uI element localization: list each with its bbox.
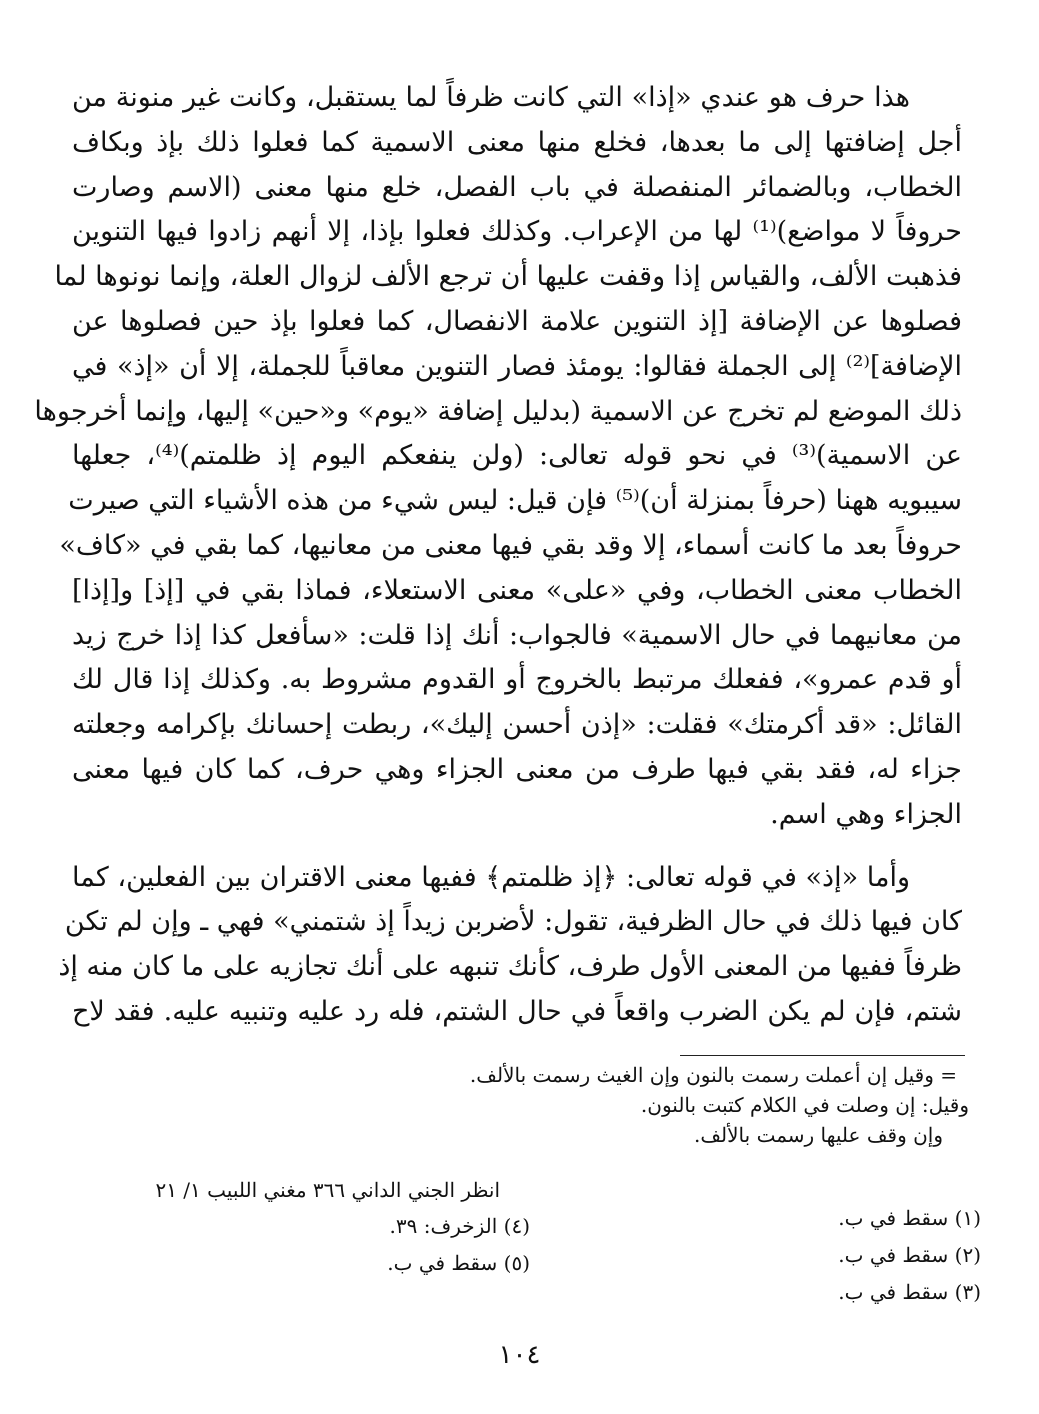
footnote-item: (٤) الزخرف: ٣٩. [389,1214,530,1238]
main-text [34,76,962,1035]
footnote-item: (٥) سقط في ب. [387,1251,530,1275]
footnote-line: وقيل: إن وصلت في الكلام كتبت بالنون. [640,1093,969,1117]
paragraph-1 [34,76,962,838]
page-number: ١٠٤ [498,1340,541,1370]
footnotes-left-column [330,1208,530,1282]
footnote-item: (٢) سقط في ب. [838,1243,981,1267]
text-line: من معانيهما في حال الاسمية» فالجواب: أنك إذا قلت: «سأفعل كذا إذا خرج زيد [72,619,962,651]
text-line: ذلك الموضع لم تخرج عن الاسمية (بدليل إضافة «يوم» و«حين» إليها، وإنما أخرجوها [34,395,962,427]
footnotes-continued [69,1060,969,1150]
text-line: القائل: «قد أكرمتك» فقلت: «إذن أحسن إليك»، ربطت إحسانك بإكرامه وجعلته [72,709,962,741]
text-line: الجزاء وهي اسم. [770,798,962,830]
text-line: شتم، فإن لم يكن الضرب واقعاً في حال الشتم، فله رد عليه وتنبيه عليه. فقد لاح [72,995,962,1027]
text-line: فصلوها عن الإضافة [إذ التنوين علامة الانفصال، كما فعلوا بإذ حين فصلوها عن [72,305,962,337]
text-line: حروفاً بعد ما كانت أسماء، إلا وقد بقي فيها معنى من معانيها، كما بقي في «كاف» [59,529,962,561]
text-line: أجل إضافتها إلى ما بعدها، فخلع منها معنى الاسمية كما فعلوا ذلك بإذ وبكاف [72,126,962,158]
text-line: جزاء له، فقد بقي فيها طرف من معنى الجزاء وهي حرف، كما كان فيها معنى [72,753,962,785]
text-line: الإضافة]⁽²⁾ إلى الجملة فقالوا: يومئذ فصار التنوين معاقباً للجملة، إلا أن «إذ» في [72,350,962,382]
paragraph-2 [58,856,962,1035]
footnote-line: وإن وقف عليها رسمت بالألف. [694,1123,943,1147]
text-line: حروفاً لا مواضع)⁽¹⁾ لها من الإعراب. وكذلك فعلوا بإذا، إلا أنهم زادوا فيها التنوين [72,216,962,248]
text-line: أو قدم عمرو»، ففعلك مرتبط بالخروج أو القدوم مشروط به. وكذلك إذا قال لك [72,664,962,696]
footnote-item: (١) سقط في ب. [838,1206,981,1230]
text-line: الخطاب، وبالضمائر المنفصلة في باب الفصل، خلع منها معنى (الاسم وصارت [72,171,962,203]
text-line: ظرفاً ففيها من المعنى الأول طرف، كأنك تنبهه على أنك تجازيه على ما كان منه إذ [58,951,962,983]
text-line: الخطاب معنى الخطاب، وفي «على» معنى الاستعلاء، فماذا بقي في [إذ] و[إذا] [72,574,962,606]
footnotes-right-column [731,1200,981,1311]
text-line: وأما «إذ» في قوله تعالى: ﴿إذ ظلمتم﴾ ففيها معنى الاقتران بين الفعلين، كما [72,861,910,893]
text-line: هذا حرف هو عندي «إذا» التي كانت ظرفاً لما يستقبل، وكانت غير منونة من [72,82,910,113]
text-line: فذهبت الألف، والقياس إذا وقفت عليها أن ترجع الألف لزوال العلة، وإنما نونوها لما [54,261,962,293]
text-line: عن الاسمية)⁽³⁾ في نحو قوله تعالى: (ولن ينفعكم اليوم إذ ظلمتم)⁽⁴⁾، جعلها [72,440,962,472]
footnote-item: (٣) سقط في ب. [838,1280,981,1304]
text-line: سيبويه ههنا (حرفاً بمنزلة أن)⁽⁵⁾ فإن قيل: ليس شيء من هذه الأشياء التي صيرت [68,485,962,517]
text-line: كان فيها ذلك في حال الظرفية، تقول: لأضربن زيداً إذ شتمني» فهي ـ وإن لم تكن [64,906,962,938]
footnote-reference: انظر الجني الداني ٣٦٦ مغني اللبيب ١/ ٢١ [155,1178,500,1202]
footnote-divider [680,1055,965,1056]
footnote-line: = وقيل إن أعملت رسمت بالنون وإن الغيث رسمت بالألف. [469,1063,957,1087]
